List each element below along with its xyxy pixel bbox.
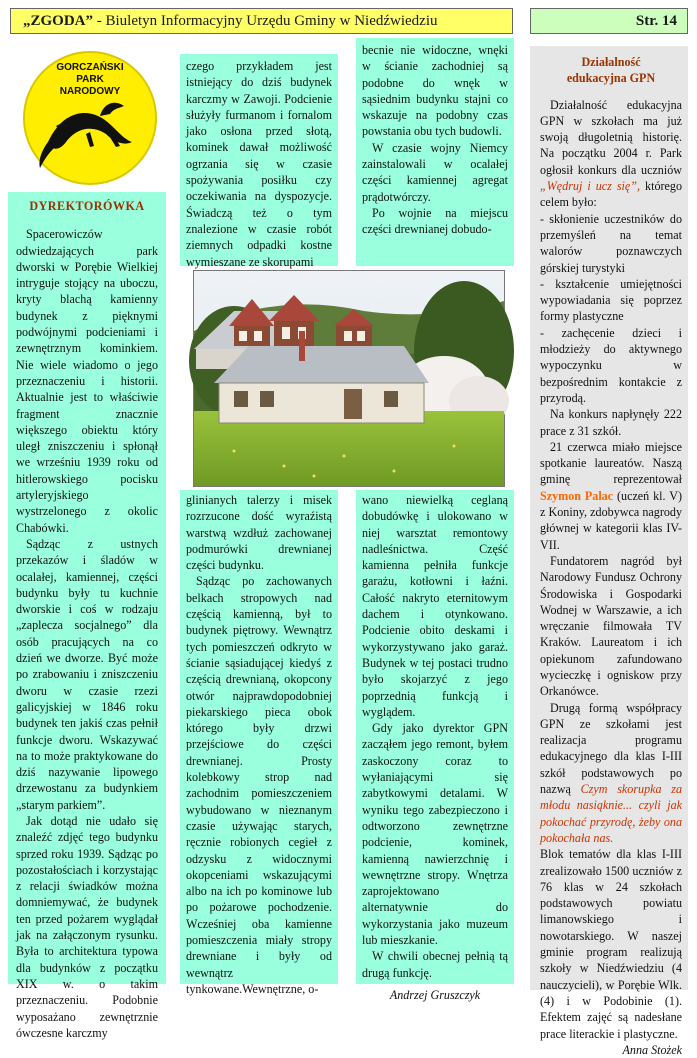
bulletin-subtitle: - Biuletyn Informacyjny Urzędu Gminy w Niedźwiedziu: [93, 13, 438, 29]
paragraph: Na konkurs napłynęły 222 prace z 31 szkół.: [540, 407, 682, 438]
column-3-bottom: [356, 490, 514, 1002]
highlight-name: Szymon Palac: [540, 488, 614, 503]
column-edukacja: [530, 46, 688, 1057]
highlight-text: „Wędruj i ucz się”,: [540, 179, 641, 194]
bulletin-title: „ZGODA”: [23, 13, 94, 29]
list-item: - skłonienie uczestników do przemyśleń na temat walorów poznawczych górskiej turystyki: [540, 211, 682, 275]
list-item: - zachęcenie dzieci i młodzieży do aktywnego wypoczynku w bezpośrednim kontakcie z przyrodą.: [540, 325, 682, 405]
logo-line1: GORCZAŃSKI: [56, 62, 124, 73]
paragraph: Gdy jako dyrektor GPN zacząłem jego remont, byłem zaskoczony coraz to wyłaniającymi się zabytkowymi detalami. W wyniku tego zabezpieczono i odtworzono zewnętrzne podcienie, kominek, kamienną nawierzchnię i wewnętrzne stropy. Wnętrza zaprojektowano alternatywnie do wykorzystania jako muzeum lub mieszkanie.: [362, 721, 508, 948]
paragraph-text: Działalność edukacyjna GPN w szkołach ma już swoją długoletnią historię. Na początku 2004 r. Park ogłosił konkurs dla uczniów: [540, 97, 682, 177]
paragraph: Sądząc z ustnych przekazów i śladów w ocalałej, kamiennej, części budynku były tu kuchnie dworskie i coś w rodzaju „zaplecza socjalnego” dla osób pracujących na co dzień we dworze. Być może po zrabowaniu i zniszczeniu dworu w czasie rzezi galicyjskiej w 1846 roku budynek ten jakiś czas pełnił funkcje dworu. Wskazywać na to może praktykowane do dziś nazywanie lipowego drzewostanu za budynkiem „starym parkiem”.: [16, 536, 158, 812]
paragraph-text: (uczeń kl. V) z Koniny, zdobywca nagrody głównej w kategorii klas IV-VII.: [540, 488, 682, 552]
column-3-top: [356, 38, 514, 266]
column-dyrektorowka: [8, 192, 166, 1040]
paragraph-text: Drugą formą współpracy GPN ze szkołami jest realizacja programu edukacyjnego dla klas I-III szkół podstawowych po nazwą: [540, 700, 682, 797]
paragraph: [540, 700, 682, 847]
paragraph: wano niewielką ceglaną dobudówkę i ulokowano w niej warsztat remontowy nadleśnictwa. Część kamienna pełniła funkcje garażu, kotłowni i łaźni. Całość nakryto eternitowym dachem i otynkowano. Podcienie obito deskami i wykorzystywano jako garaż. Budynek w tej postaci trudno było skojarzyć z jego poprzednią funkcją i wyglądem.: [362, 493, 508, 719]
paragraph-text: którego celem było:: [540, 179, 682, 210]
logo-line2: PARK: [76, 74, 104, 85]
column-2-bottom: [180, 490, 338, 996]
paragraph: Spacerowiczów odwiedzających park dworski w Porębie Wielkiej intryguje stojący na uboczu, kryty blachą kamienny budynek z pięknymi podwójnymi podcieniami i zewnętrznym kominkiem. Nie wiele wiadomo o jego przeznaczeniu i historii. Aktualnie jest to właściwie fragment znacznie większego obiektu który uległ zniszczeniu i spłonął we wrześniu 1939 roku od hitlerowskiego pocisku artyleryjskiego wystrzelonego z okolic Chabówki.: [16, 227, 158, 535]
paragraph: czego przykładem jest istniejący do dziś budynek karczmy w Zawoji. Podcienie służyły furmanom i fornalom jako osłona przed słotą, kominek dawał możliwość ogrzania się w czasie spożywania posiłku czy oczekiwania na dyspozycje. Świadczą też o tym znalezione w czasie robót ziemnych odpadki kostne wymieszane ze skorupami: [186, 59, 332, 269]
list-item: - kształcenie umiejętności wypowiadania się poprzez formy plastyczne: [540, 276, 682, 324]
paragraph: W chwili obecnej pełnią tą drugą funkcję.: [362, 949, 508, 980]
logo-line3: NARODOWY: [59, 86, 121, 97]
signature: Anna Stożek: [622, 1042, 682, 1057]
paragraph: [540, 97, 682, 211]
signature: Andrzej Gruszczyk: [389, 987, 481, 1002]
paragraph: Sądząc po zachowanych belkach stropowych nad częścią kamienną, był to budynek piętrowy. Wewnątrz tych pomieszczeń odkryto w ścianie sąsiadującej kiedyś z częścią drewnianą, okopcony otwór najprawdopodobniej piekarskiego pieca obok którego były drzwi przejściowe do części drewnianej. Prosty kolebkowy strop nad zachodnim pomieszczeniem wybudowano w nieznanym czasie używając starych, ręcznie robionych cegieł z odzysku z widocznymi okopceniami wskazującymi albo na ich po kominowe lub po pożarowe pochodzenie. Wcześniej oba kamienne pomieszczenia miały stropy drewniane i były od wewnątrz tynkowane.Wewnętrzne, o-: [186, 574, 332, 996]
bulletin-header: [10, 8, 513, 34]
paragraph: becnie nie widoczne, wnęki w ścianie zachodniej są podobne do wnęk w sąsiednim budynku stajni co wskazuje na podobny czas powstania obu tych budowli.: [362, 43, 508, 139]
paragraph-text: 21 czerwca miało miejsce spotkanie laureatów. Naszą gminę reprezentował: [540, 439, 682, 487]
article-title-line1: Działalność: [581, 55, 641, 69]
paragraph: Fundatorem nagród był Narodowy Fundusz Ochrony Środowiska i Gospodarki Wodnej w Warszawie, a ich wręczanie filmowała TV Kraków. Laureatom i ich opiekunom zafundowano wycieczkę i ogniskow przy Orkanówce.: [540, 553, 682, 699]
highlight-text: Czym skorupka za młodu nasiąknie... czyli jak pokochać przyrodę, żeby ona pokochała nas.: [540, 782, 682, 845]
mountain-cottage-photo: [193, 270, 505, 487]
column-2-top: [180, 54, 338, 269]
paragraph: Jak dotąd nie udało się znaleźć zdjęć tego budynku sprzed roku 1939. Sądząc po pozostałościach i korzystając z relacji świadków można domniemywać, że budynek ten przed pożarem wyglądał jak na załączonym rysunku. Była to architektura typowa dla budynków z początku XIX w. o takim przeznaczeniu. Podobnie wyposażano zewnętrznie ówczesne karczmy: [16, 813, 158, 1040]
article-title: DYREKTORÓWKA: [29, 199, 145, 213]
paragraph: W czasie wojny Niemcy zainstalowali w ocalałej części kamiennej agregat prądotwórczy.: [362, 140, 508, 204]
article-title-line2: edukacyjna GPN: [566, 71, 656, 86]
park-logo: [20, 46, 160, 186]
paragraph: Po wojnie na miejscu części drewnianej dobudo-: [362, 205, 508, 237]
paragraph: glinianych talerzy i misek rozrzucone dość wyraźistą warstwą wzdłuż zachowanej podmurówki drewnianej części budynku.: [186, 493, 332, 573]
paragraph: Blok tematów dla klas I-III zrealizowało 1500 uczniów z 76 klas w 24 szkołach podstawowych powiatu limanowskiego i nowotarskiego. W naszej gminie program realizują szkoły w Niedźwiedziu (4 nauczycieli), w Porębie Wlk. (4) i w Podobinie (1). Efektem zajęć są nadesłane prace literackie i plastyczne.: [540, 847, 682, 1041]
paragraph: [540, 439, 682, 553]
page-number: Str. 14: [530, 8, 688, 34]
